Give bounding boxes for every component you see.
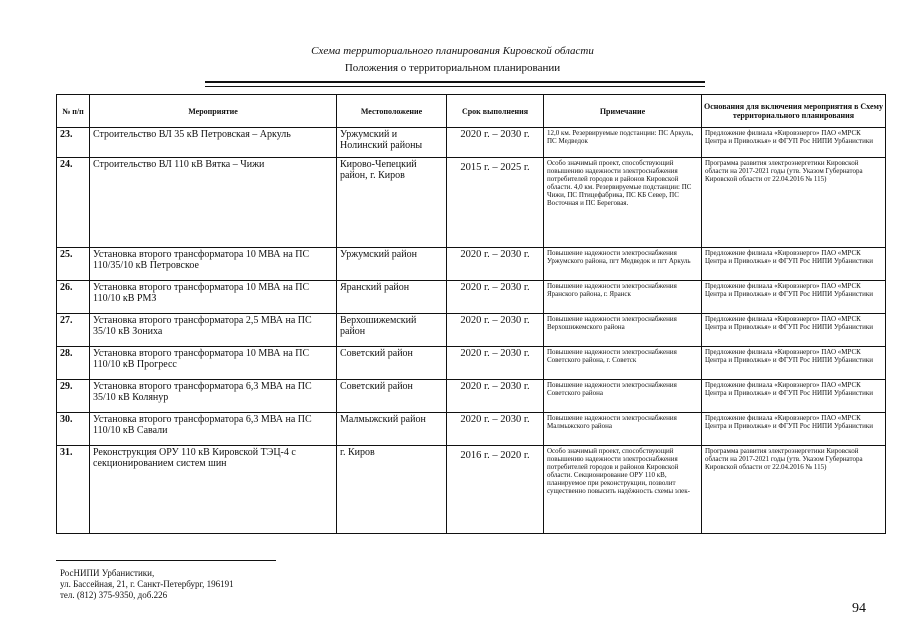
row-note: Особо значимый проект, способствующий повышению надежности электроснабжения потребителей городов и районов Кировской области. Секционирование ОРУ 110 кВ, планируемое при реконструкции, позволит существенно повысить надёжность схемы элек- — [544, 446, 702, 534]
row-location: Яранский район — [337, 281, 447, 314]
row-note: Повышение надежности электроснабжения Советского района, г. Советск — [544, 347, 702, 380]
column-header-basis: Основания для включения мероприятия в Схему территориального планирования — [702, 95, 886, 128]
row-term: 2020 г. – 2030 г. — [447, 347, 544, 380]
row-note: Повышение надежности электроснабжения Верхошижемского района — [544, 314, 702, 347]
row-number: 31. — [57, 446, 90, 534]
footer-org: РосНИПИ Урбанистики, — [60, 568, 155, 578]
table-row — [57, 281, 886, 314]
footer-street: ул. Бассейная, 21, г. Санкт-Петербург, 196191 — [60, 579, 234, 589]
table-row — [57, 446, 886, 534]
row-event: Установка второго трансформатора 6,3 МВА на ПС 110/10 кВ Савали — [90, 413, 337, 446]
header-rule-thin — [205, 86, 705, 87]
table-header-row — [57, 95, 886, 128]
footer-rule — [56, 560, 276, 561]
row-number: 25. — [57, 248, 90, 281]
row-note: Повышение надежности электроснабжения Советского района — [544, 380, 702, 413]
row-number: 30. — [57, 413, 90, 446]
row-basis: Предложение филиала «Кировэнерго» ПАО «МРСК Центра и Приволжья» и ФГУП Рос НИПИ Урбанистики — [702, 128, 886, 158]
row-number: 28. — [57, 347, 90, 380]
row-number: 27. — [57, 314, 90, 347]
row-number: 23. — [57, 128, 90, 158]
row-number: 26. — [57, 281, 90, 314]
document-title: Положения о территориальном планировании — [344, 62, 561, 74]
row-term: 2015 г. – 2025 г. — [447, 158, 544, 248]
row-basis: Предложение филиала «Кировэнерго» ПАО «МРСК Центра и Приволжья» и ФГУП Рос НИПИ Урбанистики — [702, 347, 886, 380]
row-basis: Предложение филиала «Кировэнерго» ПАО «МРСК Центра и Приволжья» и ФГУП Рос НИПИ Урбанистики — [702, 281, 886, 314]
row-event: Строительство ВЛ 110 кВ Вятка – Чижи — [90, 158, 337, 248]
row-note: 12,0 км. Резервируемые подстанции: ПС Аркуль, ПС Медведок — [544, 128, 702, 158]
row-basis: Программа развития электроэнергетики Кировской области на 2017-2021 годы (утв. Указом Губернатора Кировской области от 22.04.2016 № 115) — [702, 158, 886, 248]
row-location: Советский район — [337, 347, 447, 380]
footer-address — [60, 568, 234, 601]
row-note: Особо значимый проект, способствующий повышению надежности электроснабжения потребителей городов и районов Кировской области. 4,0 км. Резервируемые подстанции: ПС Чижи, ПС Птицефабрика, ПС КБ Север, ПС Восточная и ПС Береговая. — [544, 158, 702, 248]
row-event: Реконструкция ОРУ 110 кВ Кировской ТЭЦ-4 с секционированием систем шин — [90, 446, 337, 534]
row-event: Установка второго трансформатора 10 МВА на ПС 110/10 кВ РМЗ — [90, 281, 337, 314]
row-event: Установка второго трансформатора 2,5 МВА на ПС 35/10 кВ Зониха — [90, 314, 337, 347]
row-location: Советский район — [337, 380, 447, 413]
table-row — [57, 248, 886, 281]
row-location: Верхошижемский район — [337, 314, 447, 347]
row-term: 2020 г. – 2030 г. — [447, 248, 544, 281]
table-row — [57, 314, 886, 347]
row-term: 2020 г. – 2030 г. — [447, 314, 544, 347]
row-location: Уржумский район — [337, 248, 447, 281]
row-event: Установка второго трансформатора 10 МВА на ПС 110/35/10 кВ Петровское — [90, 248, 337, 281]
table-row — [57, 158, 886, 248]
row-basis: Предложение филиала «Кировэнерго» ПАО «МРСК Центра и Приволжья» и ФГУП Рос НИПИ Урбанистики — [702, 413, 886, 446]
row-number: 24. — [57, 158, 90, 248]
table-row — [57, 380, 886, 413]
row-term: 2020 г. – 2030 г. — [447, 281, 544, 314]
row-event: Установка второго трансформатора 6,3 МВА на ПС 35/10 кВ Колянур — [90, 380, 337, 413]
column-header-term: Срок выполнения — [447, 95, 544, 128]
row-basis: Предложение филиала «Кировэнерго» ПАО «МРСК Центра и Приволжья» и ФГУП Рос НИПИ Урбанистики — [702, 314, 886, 347]
row-number: 29. — [57, 380, 90, 413]
row-note: Повышение надежности электроснабжения Яранского района, г. Яранск — [544, 281, 702, 314]
row-basis: Предложение филиала «Кировэнерго» ПАО «МРСК Центра и Приволжья» и ФГУП Рос НИПИ Урбанистики — [702, 380, 886, 413]
row-basis: Программа развития электроэнергетики Кировской области на 2017-2021 годы (утв. Указом Губернатора Кировской области от 22.04.2016 № 115) — [702, 446, 886, 534]
footer-phone: тел. (812) 375-9350, доб.226 — [60, 590, 168, 600]
column-header-event: Мероприятие — [90, 95, 337, 128]
table-row — [57, 347, 886, 380]
row-location: г. Киров — [337, 446, 447, 534]
row-location: Малмыжский район — [337, 413, 447, 446]
row-term: 2020 г. – 2030 г. — [447, 413, 544, 446]
row-term: 2020 г. – 2030 г. — [447, 128, 544, 158]
row-event: Установка второго трансформатора 10 МВА на ПС 110/10 кВ Прогресс — [90, 347, 337, 380]
row-basis: Предложение филиала «Кировэнерго» ПАО «МРСК Центра и Приволжья» и ФГУП Рос НИПИ Урбанистики — [702, 248, 886, 281]
document-subtitle: Схема территориального планирования Кировской области — [311, 45, 594, 57]
row-note: Повышение надежности электроснабжения Малмыжского района — [544, 413, 702, 446]
row-event: Строительство ВЛ 35 кВ Петровская – Аркуль — [90, 128, 337, 158]
row-note: Повышение надежности электроснабжения Уржумского района, пгт Медведок и пгт Аркуль — [544, 248, 702, 281]
table-row — [57, 413, 886, 446]
page-number: 94 — [852, 601, 866, 616]
header-rule-thick — [205, 81, 705, 83]
row-location: Уржумский и Нолинский районы — [337, 128, 447, 158]
row-term: 2020 г. – 2030 г. — [447, 380, 544, 413]
row-location: Кирово-Чепецкий район, г. Киров — [337, 158, 447, 248]
measures-table — [56, 94, 886, 534]
column-header-number: № п/п — [57, 95, 90, 128]
table-row — [57, 128, 886, 158]
column-header-note: Примечание — [544, 95, 702, 128]
column-header-location: Местоположение — [337, 95, 447, 128]
row-term: 2016 г. – 2020 г. — [447, 446, 544, 534]
